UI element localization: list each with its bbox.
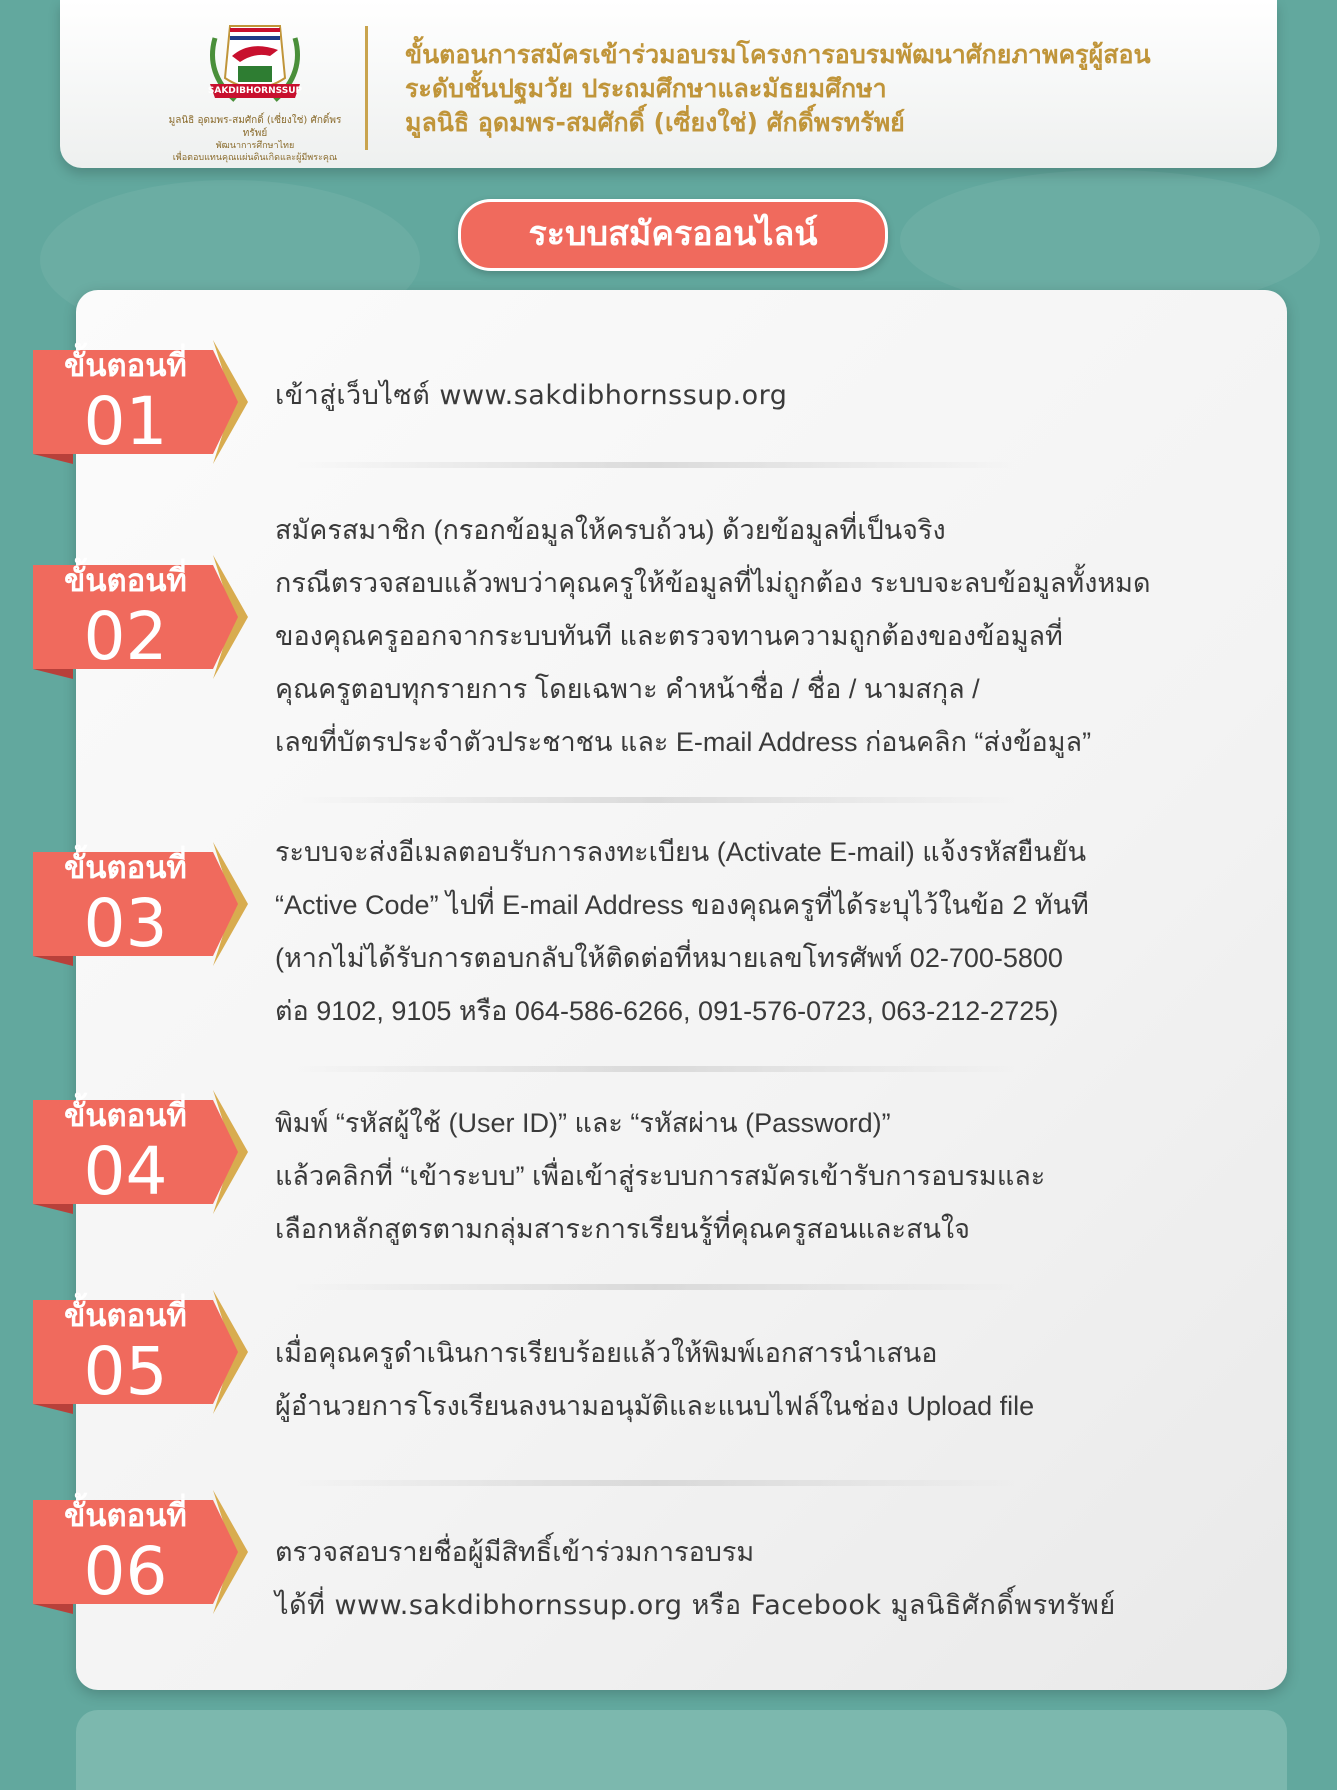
step-text-05 (275, 1327, 1034, 1433)
page-title (405, 38, 1265, 140)
step-line: กรณีตรวจสอบแล้วพบว่าคุณครูให้ข้อมูลที่ไม่ถูกต้อง ระบบจะลบข้อมูลทั้งหมด (275, 568, 1151, 598)
step-badge-02 (33, 555, 248, 679)
step-line: (หากไม่ได้รับการตอบกลับให้ติดต่อที่หมายเลขโทรศัพท์ 02-700-5800 (275, 943, 1063, 973)
step-separator (295, 1066, 1015, 1072)
step-separator (295, 462, 1015, 468)
foundation-logo (165, 18, 345, 164)
logo-banner-text: SAKDIBHORNSSUP (207, 86, 303, 96)
step-line: แล้วคลิกที่ “เข้าระบบ” เพื่อเข้าสู่ระบบการสมัครเข้ารับการอบรมและ (275, 1161, 1046, 1191)
online-registration-banner: ระบบสมัครออนไลน์ (458, 199, 888, 271)
logo-caption: มูลนิธิ อุดมพร-สมศักดิ์ (เซี่ยงใช่) ศักดิ์พรทรัพย์ (168, 115, 342, 139)
step-line: ผู้อำนวยการโรงเรียนลงนามอนุมัติและแนบไฟล์ในช่อง Upload file (275, 1391, 1035, 1421)
step-line: ของคุณครูออกจากระบบทันที และตรวจทานความถูกต้องของข้อมูลที่ (275, 621, 1063, 651)
step-text-06 (275, 1526, 1116, 1632)
step-line: “Active Code” ไปที่ E-mail Address ของคุณครูที่ได้ระบุไว้ในข้อ 2 ทันที (275, 890, 1089, 920)
foundation-emblem-icon (200, 18, 310, 118)
footer-strip (76, 1710, 1287, 1790)
title-line: มูลนิธิ อุดมพร-สมศักดิ์ (เซี่ยงใช่) ศักดิ์พรทรัพย์ (405, 108, 905, 137)
step-label: ขั้นตอนที่ (64, 1498, 187, 1534)
step-text-04 (275, 1097, 1045, 1256)
header (60, 0, 1277, 168)
step-text-02 (275, 504, 1151, 769)
step-separator (295, 1284, 1015, 1290)
step-number: 01 (83, 383, 168, 460)
step-separator (295, 797, 1015, 803)
step-number: 03 (83, 885, 168, 962)
step-line: เข้าสู่เว็บไซต์ www.sakdibhornssup.org (275, 380, 788, 411)
step-separator (295, 1480, 1015, 1486)
title-line: ระดับชั้นปฐมวัย ประถมศึกษาและมัธยมศึกษา (405, 74, 887, 103)
step-line: เลขที่บัตรประจำตัวประชาชน และ E-mail Address ก่อนคลิก “ส่งข้อมูล” (275, 727, 1092, 757)
background-shape (900, 170, 1320, 310)
step-badge-06 (33, 1490, 248, 1614)
logo-caption: พัฒนาการศึกษาไทย (215, 141, 295, 151)
step-badge-03 (33, 842, 248, 966)
step-label: ขั้นตอนที่ (64, 1298, 187, 1334)
step-number: 04 (83, 1133, 168, 1210)
step-label: ขั้นตอนที่ (64, 348, 187, 384)
logo-caption: เพื่อตอบแทนคุณแผ่นดินเกิดและผู้มีพระคุณ (172, 153, 338, 163)
step-badge-04 (33, 1090, 248, 1214)
step-text-03 (275, 826, 1089, 1038)
step-number: 06 (83, 1533, 168, 1610)
step-line: เมื่อคุณครูดำเนินการเรียบร้อยแล้วให้พิมพ์เอกสารนำเสนอ (275, 1338, 938, 1368)
title-line: ขั้นตอนการสมัครเข้าร่วมอบรมโครงการอบรมพัฒนาศักยภาพครูผู้สอน (405, 40, 1151, 69)
step-number: 02 (83, 598, 168, 675)
step-line: ระบบจะส่งอีเมลตอบรับการลงทะเบียน (Activate E-mail) แจ้งรหัสยืนยัน (275, 837, 1087, 867)
step-label: ขั้นตอนที่ (64, 1098, 187, 1134)
step-badge-05 (33, 1290, 248, 1414)
step-text-01 (275, 369, 787, 422)
step-line: พิมพ์ “รหัสผู้ใช้ (User ID)” และ “รหัสผ่าน (Password)” (275, 1108, 891, 1138)
step-number: 05 (83, 1333, 168, 1410)
step-line: ตรวจสอบรายชื่อผู้มีสิทธิ์เข้าร่วมการอบรม (275, 1537, 755, 1567)
header-divider (365, 26, 368, 150)
step-line: ได้ที่ www.sakdibhornssup.org หรือ Facebook มูลนิธิศักดิ์พรทรัพย์ (275, 1590, 1116, 1621)
step-line: ต่อ 9102, 9105 หรือ 064-586-6266, 091-576-0723, 063-212-2725) (275, 996, 1059, 1026)
step-line: สมัครสมาชิก (กรอกข้อมูลให้ครบถ้วน) ด้วยข้อมูลที่เป็นจริง (275, 515, 946, 545)
step-badge-01 (33, 340, 248, 464)
step-label: ขั้นตอนที่ (64, 563, 187, 599)
step-line: คุณครูตอบทุกรายการ โดยเฉพาะ คำหน้าชื่อ / ชื่อ / นามสกุล / (275, 674, 980, 704)
step-line: เลือกหลักสูตรตามกลุ่มสาระการเรียนรู้ที่คุณครูสอนและสนใจ (275, 1214, 970, 1244)
step-label: ขั้นตอนที่ (64, 850, 187, 886)
